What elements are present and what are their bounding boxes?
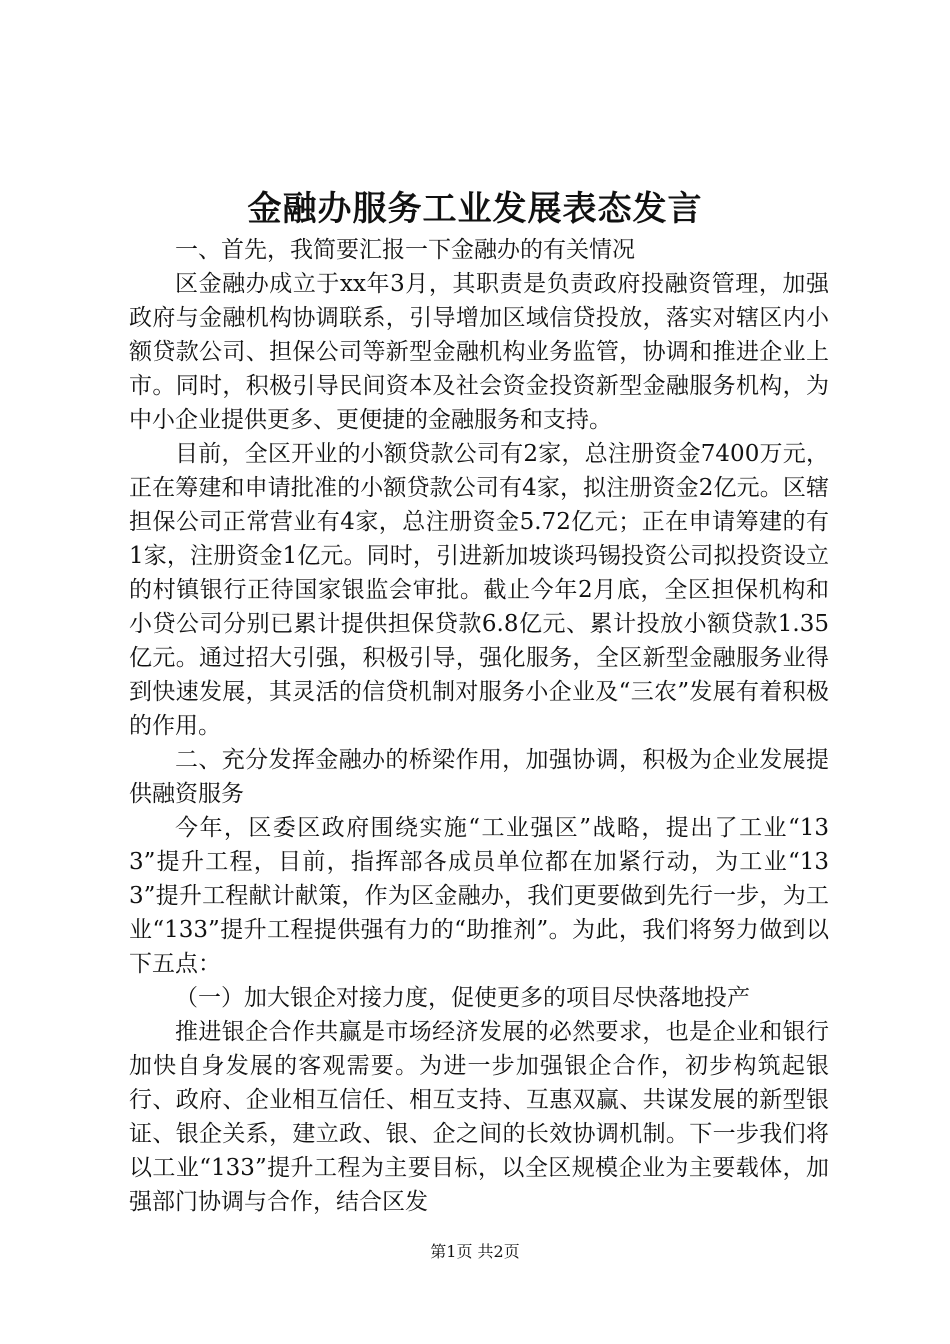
document-body — [129, 233, 829, 1219]
section-heading-1: 一、首先，我简要汇报一下金融办的有关情况 — [175, 237, 635, 263]
subsection-heading-1: （一）加大银企对接力度，促使更多的项目尽快落地投产 — [175, 985, 750, 1011]
body-paragraph: 区金融办成立于xx年3月，其职责是负责政府投融资管理，加强政府与金融机构协调联系，引导增加区域信贷投放，落实对辖区内小额贷款公司、担保公司等新型金融机构业务监管，协调和推进企业上市。同时，积极引导民间资本及社会资金投资新型金融服务机构，为中小企业提供更多、更便捷的金融服务和支持。 — [129, 271, 829, 433]
body-paragraph: 目前，全区开业的小额贷款公司有2家，总注册资金7400万元，正在筹建和申请批准的小额贷款公司有4家，拟注册资金2亿元。区辖担保公司正常营业有4家，总注册资金5.72亿元；正在申请筹建的有1家，注册资金1亿元。同时，引进新加坡谈玛锡投资公司拟投资设立的村镇银行正待国家银监会审批。截止今年2月底，全区担保机构和小贷公司分别已累计提供担保贷款6.8亿元、累计投放小额贷款1.35亿元。通过招大引强，积极引导，强化服务，全区新型金融服务业得到快速发展，其灵活的信贷机制对服务小企业及“三农”发展有着积极的作用。 — [129, 441, 829, 739]
page-footer: 第1页 共2页 — [430, 1242, 520, 1261]
body-paragraph: 推进银企合作共赢是市场经济发展的必然要求，也是企业和银行加快自身发展的客观需要。为进一步加强银企合作，初步构筑起银行、政府、企业相互信任、相互支持、互惠双赢、共谋发展的新型银证、银企关系，建立政、银、企之间的长效协调机制。下一步我们将以工业“133”提升工程为主要目标，以全区规模企业为主要载体，加强部门协调与合作，结合区发 — [129, 1019, 829, 1215]
section-heading-2: 二、充分发挥金融办的桥梁作用，加强协调，积极为企业发展提供融资服务 — [129, 747, 829, 807]
document-title: 金融办服务工业发展表态发言 — [247, 189, 703, 229]
body-paragraph: 今年，区委区政府围绕实施“工业强区”战略，提出了工业“133”提升工程，目前，指挥部各成员单位都在加紧行动，为工业“133”提升工程献计献策，作为区金融办，我们更要做到先行一步，为工业“133”提升工程提供强有力的“助推剂”。为此，我们将努力做到以下五点： — [129, 815, 829, 977]
